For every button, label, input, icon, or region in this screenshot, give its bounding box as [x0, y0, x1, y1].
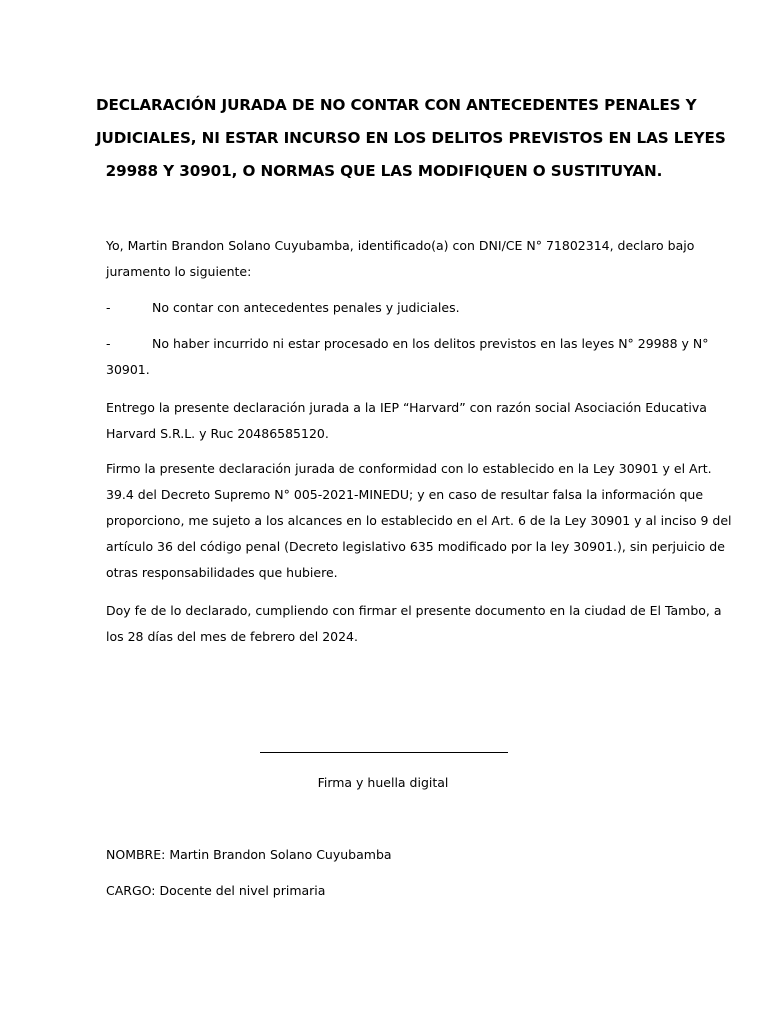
position-line: CARGO: Docente del nivel primaria: [106, 883, 326, 898]
signature-line: [260, 752, 508, 753]
bullet-item: [106, 295, 660, 321]
title-line: DECLARACIÓN JURADA DE NO CONTAR CON ANTECEDENTES PENALES Y: [96, 96, 697, 114]
paragraph-line: los 28 días del mes de febrero del 2024.: [106, 629, 358, 644]
bullet-item: [106, 331, 709, 357]
bullet-text: No haber incurrido ni estar procesado en los delitos previstos en las leyes N° 29988 y N°: [152, 336, 709, 351]
paragraph-line: proporciono, me sujeto a los alcances en lo establecido en el Art. 6 de la Ley 30901 y al inciso 9 del: [106, 513, 732, 528]
bullet-marker: -: [106, 336, 111, 351]
bullet-continuation: 30901.: [106, 362, 150, 377]
signature-caption: Firma y huella digital: [317, 775, 449, 790]
name-line: NOMBRE: Martin Brandon Solano Cuyubamba: [106, 847, 392, 862]
intro-paragraph: [106, 233, 695, 285]
title-line: 29988 Y 30901, O NORMAS QUE LAS MODIFIQUEN O SUSTITUYAN.: [105, 162, 663, 180]
paragraph-line: Firmo la presente declaración jurada de conformidad con lo establecido en la Ley 30901 y el Art.: [106, 461, 712, 476]
bullet-marker: -: [106, 300, 111, 315]
paragraph-line: juramento lo siguiente:: [106, 264, 252, 279]
paragraph-line: otras responsabilidades que hubiere.: [106, 565, 338, 580]
paragraph-line: Doy fe de lo declarado, cumpliendo con firmar el presente documento en la ciudad de El Tambo, a: [106, 603, 722, 618]
paragraph-line: Harvard S.R.L. y Ruc 20486585120.: [106, 426, 329, 441]
document-title: [96, 89, 726, 188]
title-line: JUDICIALES, NI ESTAR INCURSO EN LOS DELITOS PREVISTOS EN LAS LEYES: [96, 129, 726, 147]
delivery-paragraph: [106, 395, 707, 447]
paragraph-line: 39.4 del Decreto Supremo N° 005-2021-MINEDU; y en caso de resultar falsa la información que: [106, 487, 704, 502]
paragraph-line: Yo, Martin Brandon Solano Cuyubamba, identificado(a) con DNI/CE N° 71802314, declaro bajo: [106, 238, 695, 253]
closing-paragraph: [106, 598, 722, 650]
signing-paragraph: [106, 456, 732, 586]
paragraph-line: Entrego la presente declaración jurada a la IEP “Harvard” con razón social Asociación Educativa: [106, 400, 707, 415]
bullet-text: No contar con antecedentes penales y judiciales.: [152, 300, 460, 315]
paragraph-line: artículo 36 del código penal (Decreto legislativo 635 modificado por la ley 30901.), sin perjuicio de: [106, 539, 725, 554]
